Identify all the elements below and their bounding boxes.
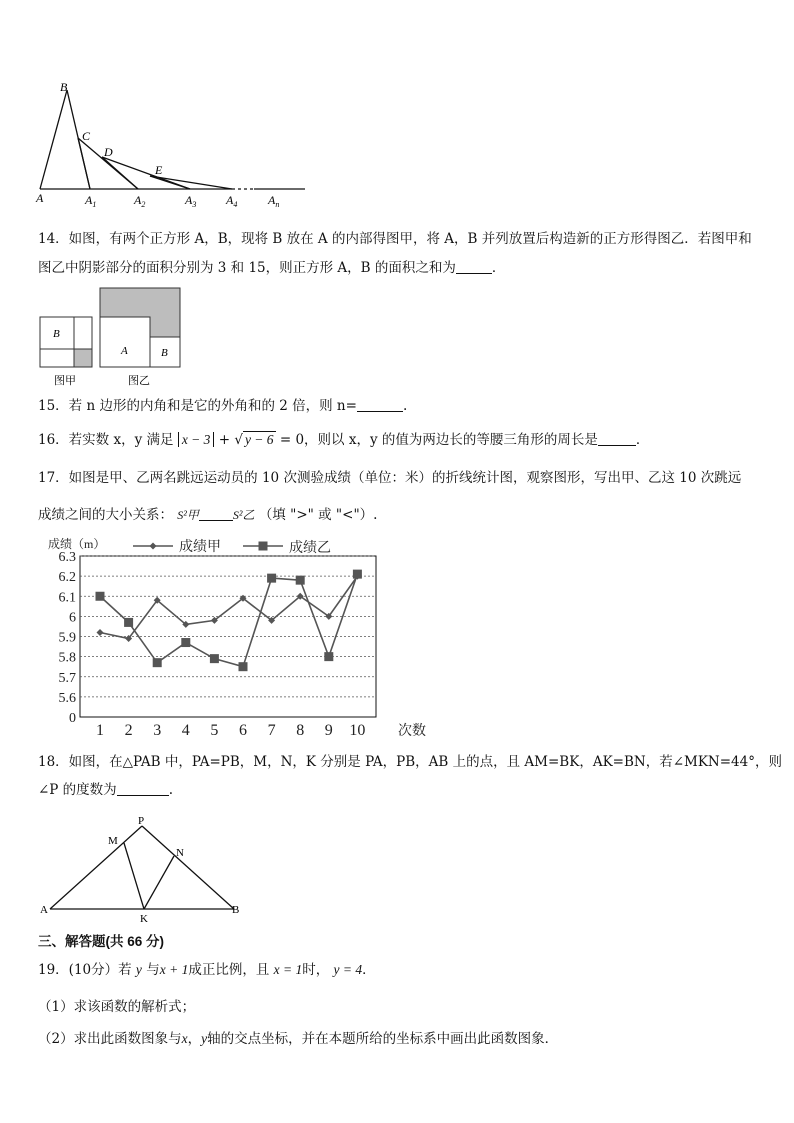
legend-marker-2	[259, 542, 268, 551]
series2-point	[124, 618, 133, 627]
q18-answer-blank[interactable]	[117, 781, 169, 796]
q14-answer-blank[interactable]	[456, 259, 492, 274]
s-jia: S²甲	[177, 508, 199, 522]
q17-line1: 17．如图是甲、乙两名跳远运动员的 10 次测验成绩（单位：米）的折线统计图，观察图形，写出甲、乙这 10 次跳远	[38, 470, 742, 486]
label-e: E	[155, 163, 163, 177]
series2-point	[181, 638, 190, 647]
q19-line1: 19．(10分）若 y 与x + 1成正比例，且 x = 1时， y = 4．	[38, 962, 376, 978]
series2-point	[96, 592, 105, 601]
q16-answer-blank[interactable]	[598, 431, 636, 446]
fig-yi-label-b: B	[161, 347, 168, 359]
x-tick-label: 3	[153, 722, 162, 739]
q16-abs-expr: x − 3	[178, 432, 215, 447]
q19-part2: （2）求出此函数图象与x，y轴的交点坐标，并在本题所给的坐标系中画出此函数图象．	[38, 1031, 559, 1047]
label-k: K	[140, 913, 148, 924]
x-tick-label: 4	[181, 722, 190, 739]
y-tick-label: 6.3	[58, 550, 76, 565]
q16-root-expr: y − 6	[244, 432, 274, 447]
q17-line-chart	[38, 534, 438, 744]
label-an: $A_n$	[268, 193, 280, 208]
q15-answer-blank[interactable]	[357, 397, 403, 412]
y-tick-label: 6	[69, 610, 76, 626]
fig-jia-label-b: B	[53, 328, 60, 340]
label-a: A	[36, 191, 44, 205]
x-tick-label: 10	[349, 722, 366, 739]
x-tick-label: 9	[324, 722, 333, 739]
caption-yi: 图乙	[128, 375, 150, 387]
q14-line2: 图乙中阴影部分的面积分别为 3 和 15，则正方形 A，B 的面积之和为 ．	[38, 260, 506, 276]
x-tick-label: 5	[210, 722, 219, 739]
label-m: M	[108, 835, 118, 847]
y-tick-label: 5.7	[58, 670, 76, 686]
q14-text: 图乙中阴影部分的面积分别为 3 和 15，则正方形 A，B 的面积之和为	[38, 260, 456, 276]
q13-figure	[30, 78, 320, 208]
series2-point	[324, 652, 333, 661]
x-tick-label: 7	[267, 722, 276, 739]
caption-jia: 图甲	[54, 375, 76, 387]
label-a2: $A_2$	[134, 193, 146, 208]
label-a3: $A_3$	[185, 193, 197, 208]
label-d: D	[104, 145, 113, 159]
q16: 16．若实数 x，y 满足 x − 3 + √ y − 6 = 0，则以 x，y 的值为两边长的等腰三角形的周长是 ．	[38, 432, 650, 448]
series2-point	[353, 570, 362, 579]
label-a1: $A_1$	[85, 193, 97, 208]
series2-point	[296, 576, 305, 585]
label-a: A	[40, 904, 48, 916]
x-tick-label: 2	[124, 722, 133, 739]
y-tick-label: 0	[69, 711, 76, 726]
fig-yi-label-a: A	[121, 345, 128, 357]
x-tick-label: 1	[96, 722, 104, 739]
label-b: B	[60, 80, 68, 94]
s-yi: S²乙	[232, 508, 255, 522]
x-axis-label: 次数	[398, 724, 426, 739]
label-a4: $A_4$	[226, 193, 238, 208]
q18-line1: 18．如图，在△PAB 中，PA=PB，M，N，K 分别是 PA，PB，AB 上的点，且 AM=BK，AK=BN，若∠MKN=44°，则	[38, 754, 782, 770]
y-axis-label: 成绩（m）	[48, 537, 106, 551]
q14-figure	[38, 286, 188, 390]
q18-line2: ∠P 的度数为 .	[38, 782, 173, 798]
label-p: P	[138, 815, 145, 827]
q16-sqrt-sign: √	[234, 432, 243, 448]
q19-part1: （1）求该函数的解析式；	[38, 999, 196, 1015]
q17-answer-blank[interactable]	[199, 506, 233, 521]
label-n: N	[176, 847, 184, 859]
y-tick-label: 6.2	[58, 570, 76, 586]
q14-line1: 14．如图，有两个正方形 A，B，现将 B 放在 A 的内部得图甲，将 A，B 并列放置后构造新的正方形得图乙．若图甲和	[38, 231, 752, 247]
y-tick-label: 6.1	[58, 590, 76, 606]
series2-point	[267, 574, 276, 583]
series2-point	[210, 654, 219, 663]
series2-point	[153, 658, 162, 667]
x-tick-label: 6	[239, 722, 247, 739]
section-heading: 三、解答题(共 66 分)	[38, 934, 165, 949]
series2-point	[239, 662, 248, 671]
label-c: C	[82, 129, 91, 143]
q17-line2: 成绩之间的大小关系： S²甲 S²乙 （填 ">" 或 "<"）.	[38, 507, 378, 523]
y-tick-label: 5.8	[58, 650, 76, 666]
y-tick-label: 5.6	[58, 690, 76, 706]
q15: 15．若 n 边形的内角和是它的外角和的 2 倍，则 n= .	[38, 398, 408, 414]
label-b: B	[232, 904, 240, 916]
y-tick-label: 5.9	[58, 630, 76, 646]
legend-label-1: 成绩甲	[179, 540, 221, 555]
x-tick-label: 8	[296, 722, 305, 739]
legend-marker-1	[150, 543, 157, 550]
legend-label-2: 成绩乙	[289, 541, 331, 556]
q18-figure	[38, 812, 258, 924]
